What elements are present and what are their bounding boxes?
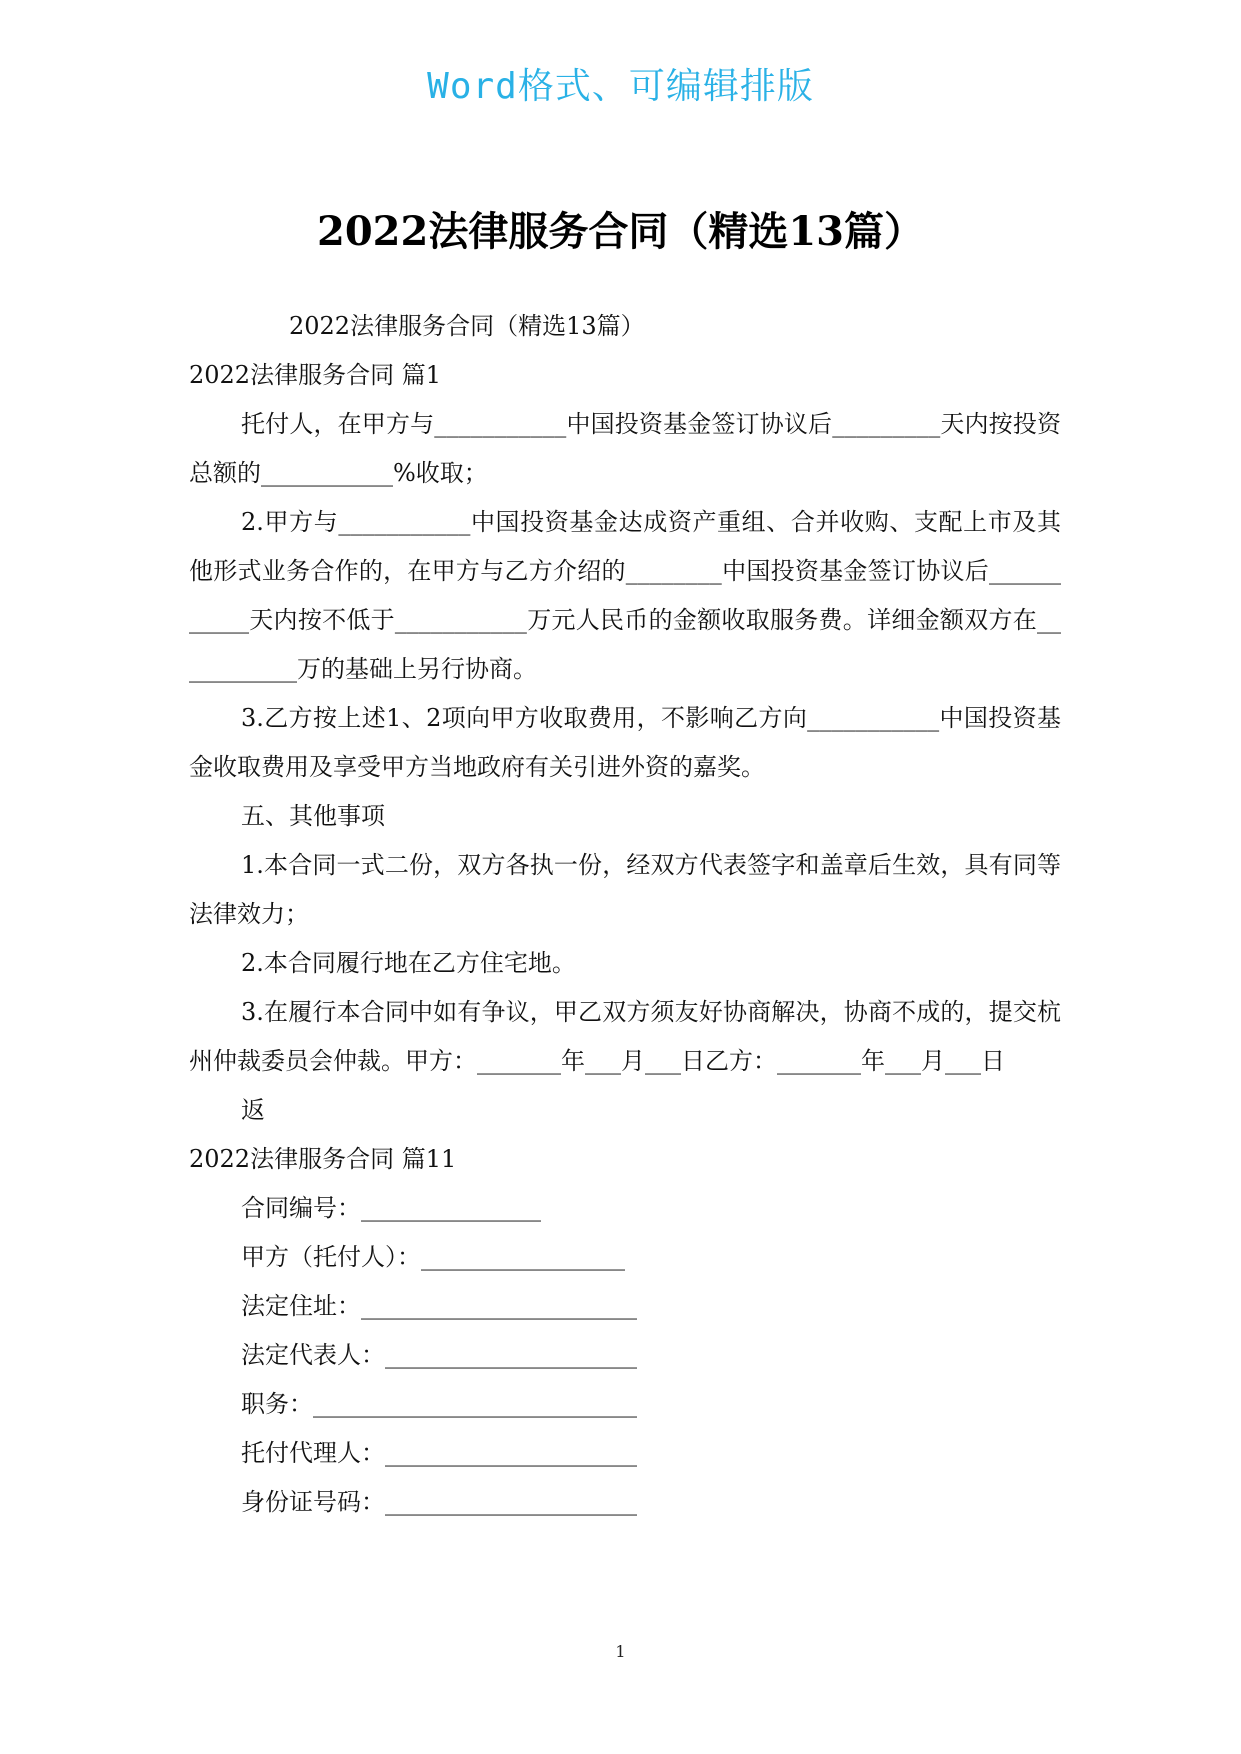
section-heading-11: 2022法律服务合同 篇11 [189,1145,457,1173]
paragraph: 3.在履行本合同中如有争议，甲乙双方须友好协商解决，协商不成的，提交杭州仲裁委员会仲裁。甲方：_______年___月___日乙方：_______年___月___日 [189,998,1061,1075]
form-line-party-a: 甲方（托付人）：_________________ [241,1243,625,1271]
paragraph: 返 [241,1096,265,1124]
page-number: 1 [615,1642,626,1661]
watermark-banner: Word格式、可编辑排版 [427,66,814,107]
paragraph: 3.乙方按上述1、2项向甲方收取费用，不影响乙方向___________中国投资基金收取费用及享受甲方当地政府有关引进外资的嘉奖。 [189,704,1061,781]
form-line-id-number: 身份证号码：_____________________ [241,1488,637,1516]
paragraph: 托付人，在甲方与___________中国投资基金签订协议后_________天内按投资总额的___________%收取； [189,410,1061,487]
form-line-address: 法定住址：_______________________ [241,1292,637,1320]
document-body [189,302,1061,1527]
paragraph: 2.甲方与___________中国投资基金达成资产重组、合并收购、支配上市及其他形式业务合作的，在甲方与乙方介绍的________中国投资基金签订协议后___________天内按不低于___________万元人民币的金额收取服务费。详细金额双方在___________万的基础上另行协商。 [189,508,1061,683]
form-line-legal-rep: 法定代表人：_____________________ [241,1341,637,1369]
paragraph: 2.本合同履行地在乙方住宅地。 [241,949,576,977]
form-line-contract-number: 合同编号：_______________ [241,1194,541,1222]
paragraph-subtitle: 2022法律服务合同（精选13篇） [289,312,645,340]
section-heading-1: 2022法律服务合同 篇1 [189,361,441,389]
form-line-position: 职务：___________________________ [241,1390,637,1418]
paragraph: 1.本合同一式二份，双方各执一份，经双方代表签字和盖章后生效，具有同等法律效力； [189,851,1061,928]
section-heading-other: 五、其他事项 [241,802,385,830]
document-title: 2022法律服务合同（精选13篇） [317,208,924,255]
form-line-agent: 托付代理人：_____________________ [241,1439,637,1467]
